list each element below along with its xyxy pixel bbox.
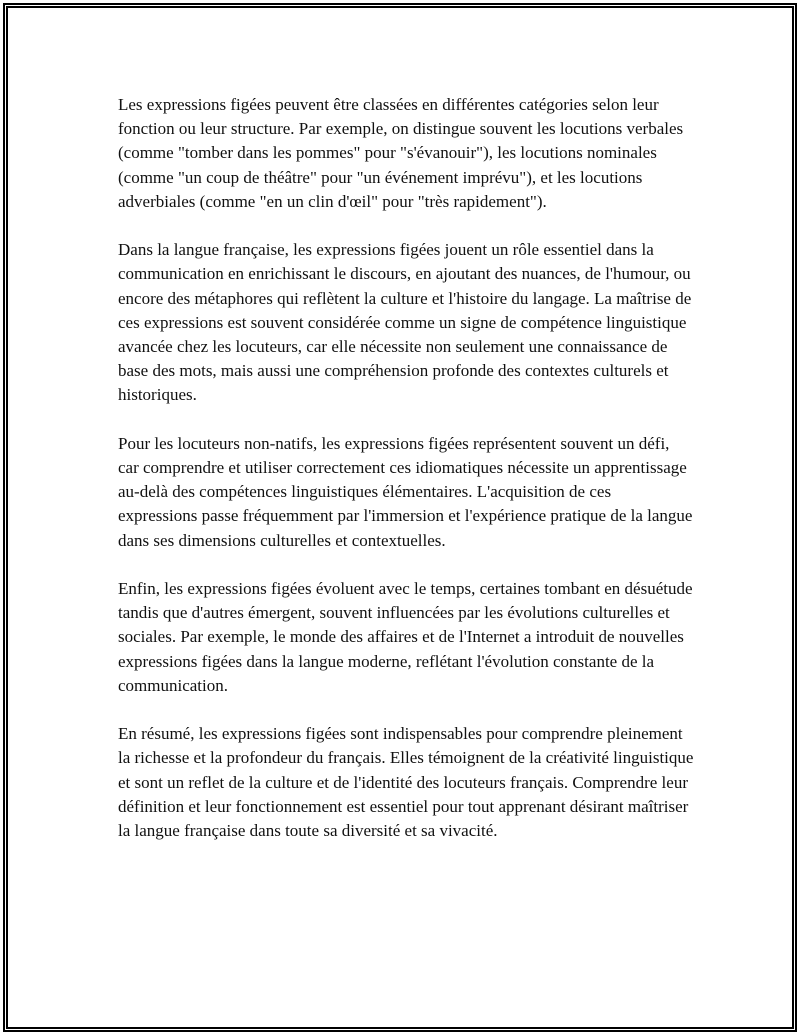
document-body <box>118 93 694 867</box>
paragraph-3: Pour les locuteurs non-natifs, les expressions figées représentent souvent un défi, car comprendre et utiliser correctement ces idiomatiques nécessite un apprentissage au-delà des compétences linguistiques élémentaires. L'acquisition de ces expressions passe fréquemment par l'immersion et l'expérience pratique de la langue dans ses dimensions culturelles et contextuelles. <box>118 433 693 550</box>
paragraph-1: Les expressions figées peuvent être classées en différentes catégories selon leur fonction ou leur structure. Par exemple, on distingue souvent les locutions verbales (comme "tomber dans les pommes" pour "s'évanouir"), les locutions nominales (comme "un coup de théâtre" pour "un événement imprévu"), et les locutions adverbiales (comme "en un clin d'œil" pour "très rapidement"). <box>118 95 684 211</box>
paragraph-2: Dans la langue française, les expressions figées jouent un rôle essentiel dans la communication en enrichissant le discours, en ajoutant des nuances, de l'humour, ou encore des métaphores qui reflètent la culture et l'histoire du langage. La maîtrise de ces expressions est souvent considérée comme un signe de compétence linguistique avancée chez les locuteurs, car elle nécessite non seulement une connaissance de base des mots, mais aussi une compréhension profonde des contextes culturels et historiques. <box>118 240 692 405</box>
paragraph-4: Enfin, les expressions figées évoluent avec le temps, certaines tombant en désuétude tandis que d'autres émergent, souvent influencées par les évolutions culturelles et sociales. Par exemple, le monde des affaires et de l'Internet a introduit de nouvelles expressions figées dans la langue moderne, reflétant l'évolution constante de la communication. <box>118 579 693 695</box>
paragraph-5: En résumé, les expressions figées sont indispensables pour comprendre pleinement la richesse et la profondeur du français. Elles témoignent de la créativité linguistique et sont un reflet de la culture et de l'identité des locuteurs français. Comprendre leur définition et leur fonctionnement est essentiel pour tout apprenant désirant maîtriser la langue française dans toute sa diversité et sa vivacité. <box>118 724 694 841</box>
